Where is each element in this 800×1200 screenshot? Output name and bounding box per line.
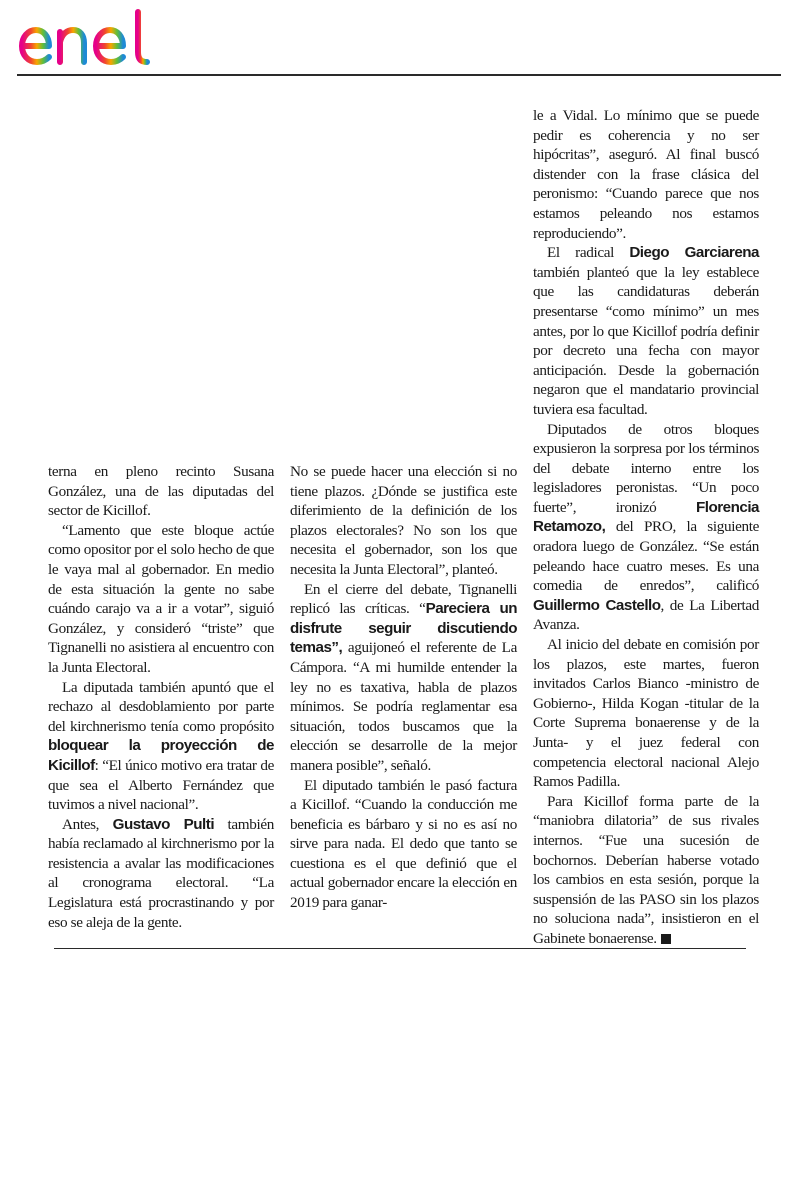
paragraph: Antes, Gustavo Pulti también había reclamado al kirchnerismo por la resistencia a avalar las modificaciones al cronograma electoral. “La Legislatura está procrastinando y por eso se aleja de la gente. — [48, 815, 275, 931]
bold-quote: Pareciera un disfrute seguir discutiendo temas”, — [290, 600, 518, 657]
paragraph: Diputados de otros bloques expusieron la sorpresa por los términos del debate interno entre los legisladores peronistas. “Un poco fuerte”, ironizó Florencia Retamozo, del PRO, la siguiente oradora luego de González. “Se están peleando hace cuatro meses. Es una comedia de enredos”, calificó Guillermo Castello, de La Libertad Avanza. — [533, 420, 759, 634]
article-column-1 — [48, 462, 274, 932]
paragraph: “Lamento que este bloque actúe como opositor por el solo hecho de que le vaya mal al gobernador. En medio de esta situación la gente no sabe cuándo carajo va a ir a votar”, siguió González, y consideró “triste” que Tignanelli no asistiera al encuentro con la Junta Electoral. — [48, 521, 274, 676]
bold-name: Guillermo Castello — [533, 596, 661, 614]
end-of-article-mark — [661, 934, 671, 944]
paragraph: No se puede hacer una elección si no tiene plazos. ¿Dónde se justifica este diferimiento de la definición de los plazos electorales? No son los que necesita el gobernador, son los que necesita la Junta Electoral”, planteó. — [290, 463, 517, 578]
footer-rule — [54, 948, 746, 949]
paragraph: El diputado también le pasó factura a Kicillof. “Cuando la conducción me beneficia es bárbaro y si no es así no sirve para nada. El dedo que tanto se cuestiona es el que definió que el actual gobernador encare la elección en 2019 para ganar- — [290, 776, 517, 912]
article-column-2 — [290, 462, 517, 913]
paragraph: le a Vidal. Lo mínimo que se puede pedir es coherencia y no ser hipócritas”, aseguró. Al final buscó distender con la frase clásica del peronismo: “Cuando parece que nos estamos peleando nos estamos reproduciendo”. — [533, 107, 759, 242]
bold-name: Gustavo Pulti — [112, 815, 215, 833]
paragraph: En el cierre del debate, Tignanelli replicó las críticas. “Pareciera un disfrute seguir discutiendo temas”, aguijoneó el referente de La Cámpora. “A mi humilde entender la ley no es taxativa, habla de plazos mínimos. Se podría reglamentar esa situación, todos buscamos que la elección se desarrolle de la mejor manera posible”, señaló. — [290, 580, 518, 774]
paragraph: terna en pleno recinto Susana González, una de las diputadas del sector de Kicillof. — [48, 463, 274, 520]
enel-logo — [17, 6, 177, 70]
header-rule — [17, 74, 781, 76]
paragraph: El radical Diego Garciarena también planteó que la ley establece que las candidaturas deberán presentarse “como mínimo” un mes antes, por lo que Kicillof podría definir por decreto una fecha con mayor anticipación. Desde la gobernación negaron que el mandatario provincial tuviera esa facultad. — [533, 244, 759, 418]
bold-name: Diego Garciarena — [629, 244, 759, 262]
paragraph: Para Kicillof forma parte de la “maniobra dilatoria” de sus rivales internos. “Fue una sucesión de bochornos. Deberían haberse votado los cambios en esta sesión, porque la suspensión de las PASO sin los plazos no soluciona nada”, insistieron en el Gabinete bonaerense. — [533, 792, 759, 947]
paragraph: Al inicio del debate en comisión por los plazos, este martes, fueron invitados Carlos Bianco -ministro de Gobierno-, Hilda Kogan -titular de la Corte Suprema bonaerense y de la Junta- y el juez federal con competencia electoral nacional Alejo Ramos Padilla. — [533, 636, 759, 791]
bold-name: Florencia Retamozo, — [533, 498, 759, 536]
bold-phrase: bloquear la proyección de Kicillof — [48, 737, 274, 774]
article-column-3 — [533, 106, 759, 949]
paragraph: La diputada también apuntó que el rechazo al desdoblamiento por parte del kirchnerismo tenía como propósito bloquear la proyección de Kicillof: “El único motivo era tratar de que sea el Alberto Fernández que tuvimos a nivel nacional”. — [48, 678, 274, 814]
